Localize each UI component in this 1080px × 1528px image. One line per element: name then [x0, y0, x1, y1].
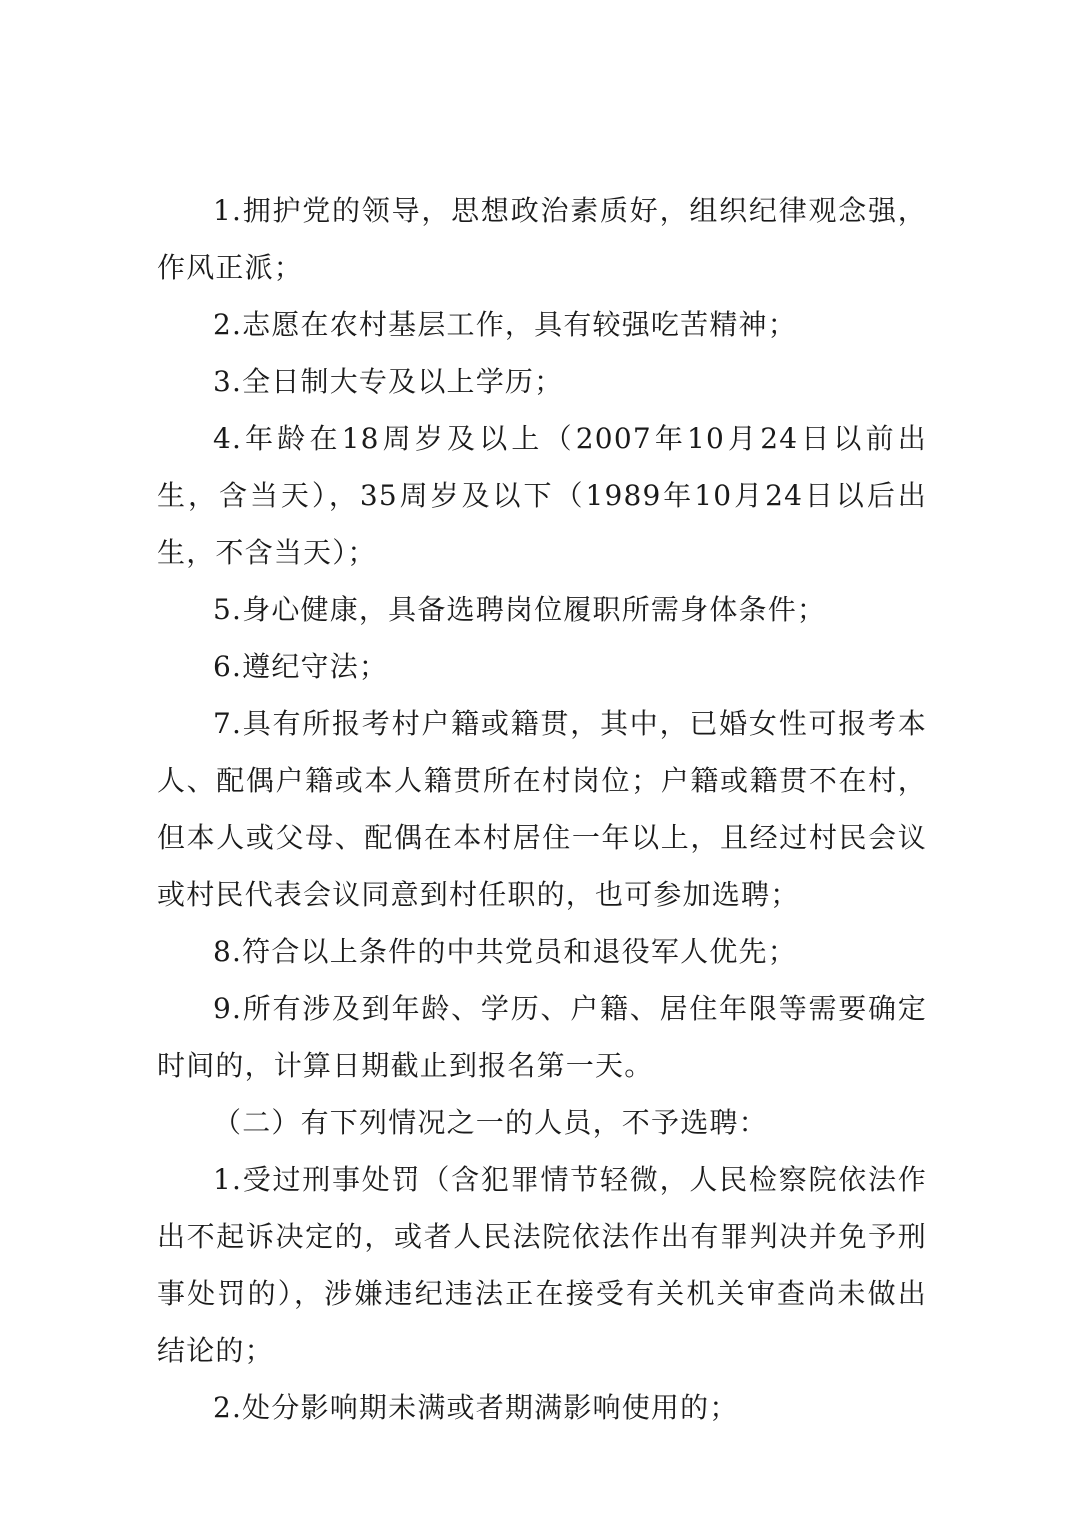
paragraph-requirement-1: 1.拥护党的领导，思想政治素质好，组织纪律观念强，作风正派；	[157, 194, 927, 284]
document-body	[157, 182, 927, 1436]
paragraph-requirement-7: 7.具有所报考村户籍或籍贯，其中，已婚女性可报考本人、配偶户籍或本人籍贯所在村岗位；户籍或籍贯不在村，但本人或父母、配偶在本村居住一年以上，且经过村民会议或村民代表会议同意到村任职的，也可参加选聘；	[157, 707, 927, 911]
section-heading-exclusions: （二）有下列情况之一的人员，不予选聘：	[213, 1106, 768, 1139]
paragraph-requirement-2: 2.志愿在农村基层工作，具有较强吃苦精神；	[213, 308, 797, 341]
paragraph-exclusion-2: 2.处分影响期未满或者期满影响使用的；	[213, 1391, 739, 1424]
paragraph-requirement-6: 6.遵纪守法；	[213, 650, 389, 683]
paragraph-requirement-5: 5.身心健康，具备选聘岗位履职所需身体条件；	[213, 593, 827, 626]
paragraph-requirement-4: 4.年龄在18周岁及以上（2007年10月24日以前出生，含当天），35周岁及以下（1989年10月24日以后出生，不含当天）；	[157, 422, 927, 569]
paragraph-exclusion-1: 1.受过刑事处罚（含犯罪情节轻微，人民检察院依法作出不起诉决定的，或者人民法院依法作出有罪判决并免予刑事处罚的），涉嫌违纪违法正在接受有关机关审查尚未做出结论的；	[157, 1163, 927, 1367]
paragraph-requirement-3: 3.全日制大专及以上学历；	[213, 365, 564, 398]
paragraph-requirement-8: 8.符合以上条件的中共党员和退役军人优先；	[213, 935, 797, 968]
paragraph-requirement-9: 9.所有涉及到年龄、学历、户籍、居住年限等需要确定时间的，计算日期截止到报名第一天。	[157, 992, 927, 1082]
